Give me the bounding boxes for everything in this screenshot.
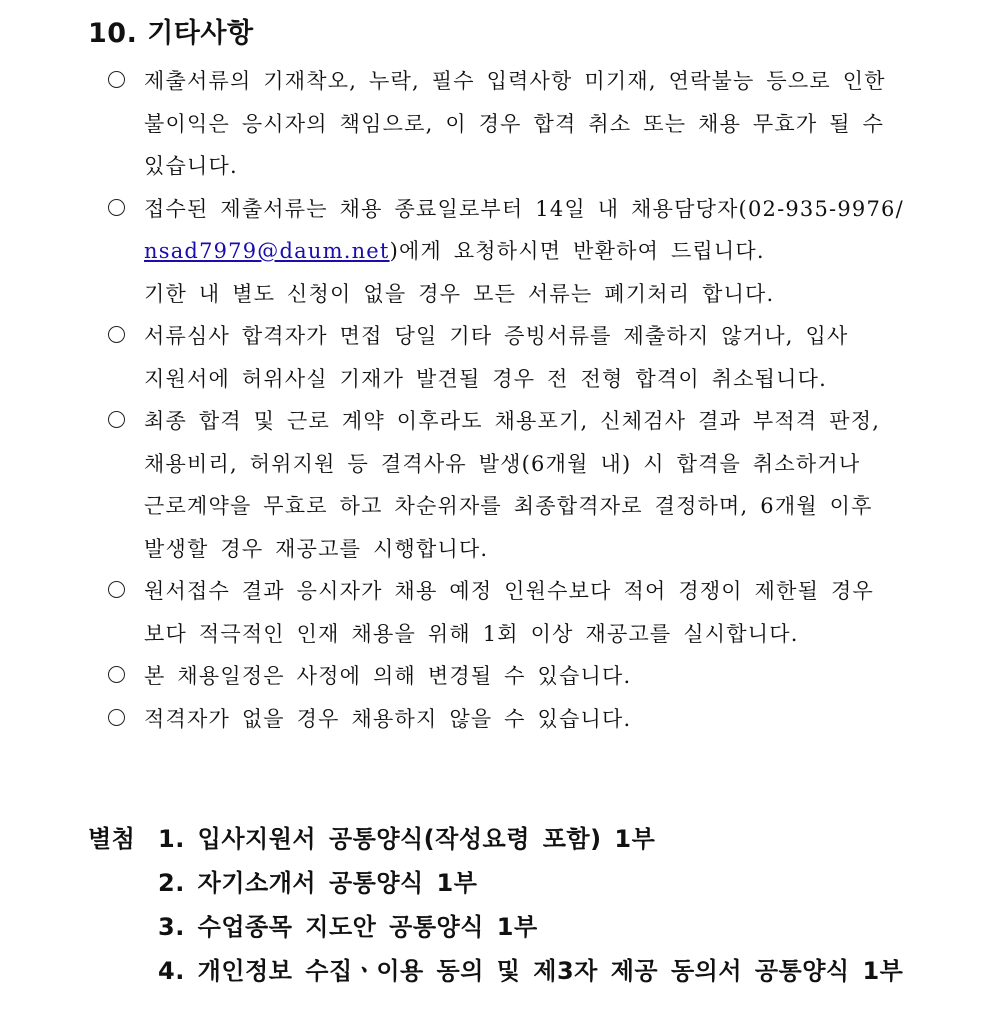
circle-bullet-icon <box>108 709 125 726</box>
attachment-item: 3. 수업종목 지도안 공통양식 1부 <box>158 913 538 941</box>
circle-bullet-icon <box>108 581 125 598</box>
note-text: 접수된 제출서류는 채용 종료일로부터 14일 내 채용담당자(02-935-9976/ <box>144 196 904 221</box>
circle-bullet-icon <box>108 199 125 216</box>
circle-bullet-icon <box>108 666 125 683</box>
circle-bullet-icon <box>108 326 125 343</box>
note-item <box>108 400 928 570</box>
note-text: 근로계약을 무효로 하고 차순위자를 최종합격자로 결정하며, 6개월 이후 <box>144 494 873 518</box>
note-item <box>108 188 928 316</box>
note-text: 적격자가 없을 경우 채용하지 않을 수 있습니다. <box>144 706 632 731</box>
attachments-label: 별첨 <box>88 825 136 853</box>
attachment-item: 2. 자기소개서 공통양식 1부 <box>158 869 478 897</box>
note-text: 보다 적극적인 인재 채용을 위해 1회 이상 재공고를 실시합니다. <box>144 621 799 646</box>
note-text: )에게 요청하시면 반환하여 드립니다. <box>389 239 765 263</box>
circle-bullet-icon <box>108 71 125 88</box>
note-text: 있습니다. <box>144 154 238 178</box>
note-text: 제출서류의 기재착오, 누락, 필수 입력사항 미기재, 연락불능 등으로 인한 <box>144 69 886 93</box>
note-item <box>108 655 928 698</box>
note-text: 본 채용일정은 사정에 의해 변경될 수 있습니다. <box>144 664 632 688</box>
attachments-list <box>158 817 903 993</box>
note-text: 지원서에 허위사실 기재가 발견될 경우 전 전형 합격이 취소됩니다. <box>144 366 827 391</box>
note-text: 최종 합격 및 근로 계약 이후라도 채용포기, 신체검사 결과 부적격 판정, <box>144 409 881 433</box>
attachment-item: 1. 입사지원서 공통양식(작성요령 포함) 1부 <box>158 825 656 853</box>
circle-bullet-icon <box>108 411 125 428</box>
attachment-item: 4. 개인정보 수집ㆍ이용 동의 및 제3자 제공 동의서 공통양식 1부 <box>158 957 904 985</box>
email-link[interactable]: nsad7979@daum.net <box>144 239 390 263</box>
note-item <box>108 315 928 400</box>
note-text: 발생할 경우 재공고를 시행합니다. <box>144 536 489 561</box>
note-item <box>108 570 928 655</box>
note-text: 서류심사 합격자가 면접 당일 기타 증빙서류를 제출하지 않거나, 입사 <box>144 324 849 348</box>
notes-list <box>108 60 928 740</box>
note-item <box>108 60 928 188</box>
note-text: 기한 내 별도 신청이 없을 경우 모든 서류는 폐기처리 합니다. <box>144 281 775 306</box>
note-text: 불이익은 응시자의 책임으로, 이 경우 합격 취소 또는 채용 무효가 될 수 <box>144 111 885 136</box>
note-text-line <box>144 230 928 273</box>
note-item <box>108 698 928 741</box>
section-title: 10. 기타사항 <box>88 18 254 49</box>
note-text: 원서접수 결과 응시자가 채용 예정 인원수보다 적어 경쟁이 제한될 경우 <box>144 579 874 603</box>
note-text: 채용비리, 허위지원 등 결격사유 발생(6개월 내) 시 합격을 취소하거나 <box>144 451 861 476</box>
